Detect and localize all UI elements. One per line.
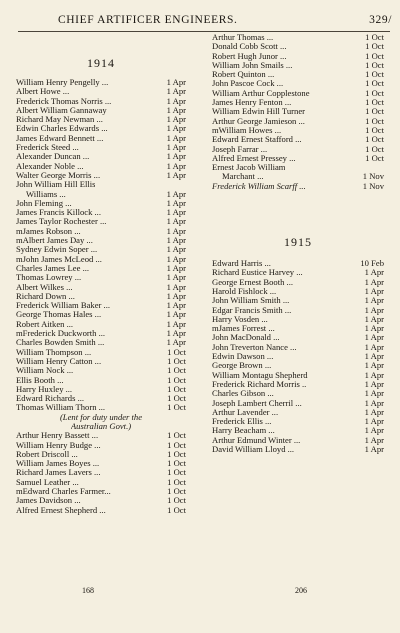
entry-name: Sydney Edwin Soper ... (16, 245, 98, 255)
list-entry (16, 468, 186, 477)
entry-name: Frederick Ellis ... (212, 417, 272, 427)
entry-name: Williams ... (26, 189, 66, 199)
entry-name: Alfred Ernest Pressey ... (212, 153, 296, 163)
list-entry (212, 163, 384, 172)
list-entry (16, 348, 186, 357)
list-entry (212, 324, 384, 333)
entry-date: 1 Oct (167, 383, 186, 394)
list-entry (16, 301, 186, 310)
entry-date: 1 Oct (365, 69, 384, 80)
list-entry (212, 389, 384, 398)
entry-date: 1 Oct (167, 430, 186, 441)
entry-name: Robert Driscoll ... (16, 449, 78, 459)
entry-date: 1 Apr (364, 425, 384, 436)
entry-date: 1 Apr (364, 304, 384, 315)
entry-name: Frederick Richard Morris .. (212, 379, 307, 389)
list-entry (16, 403, 186, 412)
entry-name: John Pascoe Cock ... (212, 79, 284, 89)
year-heading-1914: 1914 (87, 56, 115, 70)
header-title: CHIEF ARTIFICER ENGINEERS. (58, 14, 238, 26)
entry-date: 1 Oct (167, 458, 186, 469)
list-entry (16, 422, 186, 431)
list-entry (16, 320, 186, 329)
entry-date: 1 Apr (166, 318, 186, 329)
entry-name: Charles James Lee ... (16, 263, 90, 273)
entry-name: John William Hill Ellis (16, 180, 96, 190)
entry-name: John William Smith ... (212, 296, 290, 306)
entry-date: 1 Apr (364, 341, 384, 352)
entry-date: 1 Apr (364, 267, 384, 278)
list-entry (16, 236, 186, 245)
entry-name: Richard May Newman ... (16, 115, 103, 125)
entry-name: Frederick William Baker ... (16, 301, 110, 311)
entry-date: 1 Oct (365, 41, 384, 52)
entry-name: Ellis Booth ... (16, 375, 64, 385)
entry-date: 1 Oct (365, 134, 384, 145)
entry-name: William Arthur Copplestone (212, 88, 310, 98)
entry-name: William Henry Pengelly ... (16, 78, 109, 87)
list-entry (16, 496, 186, 505)
list-entry (16, 273, 186, 282)
entry-date: 1 Apr (364, 313, 384, 324)
list-entry (212, 61, 384, 70)
list-entry (16, 431, 186, 440)
entry-name: mJames Robson ... (16, 226, 81, 236)
entry-date: 1 Apr (364, 416, 384, 427)
entry-date: 1 Nov (362, 180, 384, 191)
entry-date: 1 Apr (364, 295, 384, 306)
entry-name: Ernest Jacob William (212, 163, 286, 173)
entry-name: James Davidson ... (16, 496, 81, 506)
entry-date: 1 Oct (365, 59, 384, 70)
list-entry (16, 143, 186, 152)
entry-date: 1 Oct (365, 97, 384, 108)
list-entry (16, 134, 186, 143)
entry-date: 1 Nov (362, 171, 384, 182)
list-entry (212, 315, 384, 324)
list-entry (212, 259, 384, 268)
list-entry (16, 310, 186, 319)
list-entry (212, 436, 384, 445)
list-entry (16, 487, 186, 496)
entry-date: 1 Apr (364, 397, 384, 408)
list-entry (212, 33, 384, 42)
entry-name: Alexander Duncan ... (16, 152, 90, 162)
entry-date: 1 Apr (166, 114, 186, 125)
entry-name: Robert Hugh Junor ... (212, 51, 287, 61)
entry-date: 1 Oct (167, 365, 186, 376)
list-entry (212, 296, 384, 305)
entry-name: mWilliam Howes ... (212, 125, 282, 135)
list-entry (16, 413, 186, 422)
entry-name: Richard Eustice Harvey ... (212, 268, 303, 278)
footer-number-right: 206 (295, 586, 307, 595)
entry-name: David William Lloyd ... (212, 444, 295, 454)
list-entry (16, 441, 186, 450)
entry-name: mFrederick Duckworth ... (16, 329, 106, 339)
list-entry (16, 162, 186, 171)
list-entry (16, 115, 186, 124)
entry-name: Albert Howe ... (16, 87, 70, 97)
entry-date: 1 Oct (167, 355, 186, 366)
list-entry (212, 371, 384, 380)
entry-name: mJohn James McLeod ... (16, 254, 102, 264)
entry-name: Alexander Noble ... (16, 161, 84, 171)
entry-date: 1 Oct (365, 106, 384, 117)
entry-date: 1 Apr (166, 244, 186, 255)
entry-date: 1 Apr (166, 160, 186, 171)
list-entry (16, 255, 186, 264)
entry-date: 1 Apr (364, 434, 384, 445)
entry-date: 1 Oct (167, 374, 186, 385)
entry-name: Samuel Leather ... (16, 477, 79, 487)
entry-date: 1 Apr (166, 104, 186, 115)
entry-name: Australian Govt.) (70, 421, 132, 431)
entry-date: 1 Oct (167, 504, 186, 515)
entry-name: George Thomas Hales ... (16, 310, 102, 320)
entry-date: 1 Oct (365, 143, 384, 154)
entry-date: 1 Apr (166, 281, 186, 292)
entry-date: 1 Apr (166, 290, 186, 301)
list-entry (212, 107, 384, 116)
entry-date: 1 Oct (365, 87, 384, 98)
entry-name: mJames Forrest ... (212, 324, 275, 334)
list-entry (16, 180, 186, 189)
entry-date: 1 Apr (166, 235, 186, 246)
entry-date: 1 Apr (166, 272, 186, 283)
entry-date: 1 Apr (166, 95, 186, 106)
entry-name: Harold Fishlock ... (212, 286, 277, 296)
entry-name: Harry Beacham ... (212, 426, 275, 436)
entry-name: John Treverton Nance ... (212, 342, 297, 352)
entry-date: 1 Apr (166, 300, 186, 311)
entry-date: 1 Apr (166, 142, 186, 153)
entry-date: 1 Oct (167, 495, 186, 506)
entry-name: George Ernest Booth ... (212, 277, 293, 287)
entry-name: Arthur Henry Bassett ... (16, 431, 99, 441)
list-entry (16, 78, 186, 87)
entry-name: James Taylor Rochester ... (16, 217, 107, 227)
list-entry (16, 199, 186, 208)
entry-date: 1 Apr (166, 197, 186, 208)
list-entry (16, 478, 186, 487)
entry-name: Thomas William Thorn ... (16, 403, 106, 413)
entry-name: Edward Richards ... (16, 394, 85, 404)
entry-name: James Edward Bennett ... (16, 133, 104, 143)
entry-name: Albert Wilkes ... (16, 282, 73, 292)
list-entry (212, 417, 384, 426)
entry-date: 1 Oct (365, 78, 384, 89)
entry-date: 1 Oct (167, 467, 186, 478)
list-entry (16, 292, 186, 301)
list-entry (212, 343, 384, 352)
entry-name: William Montagu Shepherd (212, 370, 308, 380)
list-entry (16, 366, 186, 375)
header-page-number: 329/ (369, 14, 392, 26)
list-entry (16, 97, 186, 106)
entry-name: William Edwin Hill Turner (212, 107, 305, 117)
entry-date: 1 Apr (166, 151, 186, 162)
entry-date: 1 Apr (364, 360, 384, 371)
entry-name: William John Smails ... (212, 60, 293, 70)
entry-name: Harry Huxley ... (16, 384, 73, 394)
list-entry (212, 278, 384, 287)
list-entry (212, 79, 384, 88)
entry-name: Richard Down ... (16, 291, 75, 301)
right-column (212, 33, 384, 454)
entry-name: Thomas Lowrey ... (16, 273, 82, 283)
entry-date: 1 Apr (166, 337, 186, 348)
entry-name: Frederick Steed ... (16, 143, 79, 153)
entry-date: 1 Apr (166, 77, 186, 87)
entry-date: 1 Apr (166, 328, 186, 339)
entry-date: 1 Apr (166, 262, 186, 273)
entry-date: 1 Oct (365, 50, 384, 61)
entry-name: John MacDonald ... (212, 333, 280, 343)
left-list (16, 78, 186, 515)
entry-name: George Brown ... (212, 361, 272, 371)
entry-name: Arthur Lavender ... (212, 407, 279, 417)
running-header (58, 14, 392, 26)
entry-name: mAlbert James Day ... (16, 236, 93, 246)
entry-date: 1 Apr (166, 225, 186, 236)
entry-name: Walter George Morris ... (16, 170, 101, 180)
entry-date: 10 Feb (360, 258, 384, 269)
entry-date: 1 Apr (166, 132, 186, 143)
list-entry (16, 357, 186, 366)
list-entry (212, 361, 384, 370)
list-entry (212, 268, 384, 277)
list-entry (212, 126, 384, 135)
list-entry (212, 154, 384, 163)
entry-date: 1 Apr (364, 388, 384, 399)
entry-name: Edward Harris ... (212, 259, 271, 269)
entry-date: 1 Apr (166, 86, 186, 97)
entry-name: Arthur Thomas ... (212, 33, 274, 42)
entry-name: Edward Ernest Stafford ... (212, 135, 302, 145)
entry-name: Frederick William Scarff ... (212, 181, 306, 191)
entry-name: Alfred Ernest Shepherd ... (16, 505, 106, 515)
entry-name: Charles Gibson ... (212, 389, 274, 399)
list-entry (212, 98, 384, 107)
entry-name: Edwin Dawson ... (212, 352, 274, 362)
entry-name: Arthur Edmund Winter ... (212, 435, 301, 445)
list-entry (212, 182, 384, 191)
entry-name: William Henry Catton ... (16, 356, 102, 366)
list-entry (16, 152, 186, 161)
list-entry (16, 106, 186, 115)
entry-date: 1 Apr (364, 351, 384, 362)
entry-date: 1 Oct (365, 124, 384, 135)
entry-name: Marchant ... (222, 172, 264, 182)
list-entry (16, 450, 186, 459)
list-entry (212, 399, 384, 408)
entry-date: 1 Oct (167, 346, 186, 357)
entry-name: (Lent for duty under the (59, 412, 143, 422)
entry-date: 1 Apr (364, 285, 384, 296)
entry-name: Edwin Charles Edwards ... (16, 124, 108, 134)
entry-date: 1 Oct (365, 152, 384, 163)
entry-name: mEdward Charles Farmer... (16, 487, 111, 497)
entry-date: 1 Apr (364, 369, 384, 380)
list-entry (16, 394, 186, 403)
entry-date: 1 Oct (365, 115, 384, 126)
entry-date: 1 Apr (166, 123, 186, 134)
list-entry (16, 338, 186, 347)
header-rule (18, 31, 390, 32)
list-entry (16, 171, 186, 180)
list-entry (16, 208, 186, 217)
entry-name: Albert William Gannaway (16, 105, 107, 115)
entry-name: Arthur George Jamieson ... (212, 116, 305, 126)
entry-name: William Henry Budge ... (16, 440, 101, 450)
list-entry (212, 352, 384, 361)
list-entry (212, 172, 384, 181)
list-entry (212, 52, 384, 61)
list-entry (212, 287, 384, 296)
footer-number-left: 168 (82, 586, 94, 595)
entry-name: Joseph Lambert Cherril ... (212, 398, 302, 408)
list-entry (16, 376, 186, 385)
list-entry (16, 245, 186, 254)
entry-name: William Nock ... (16, 366, 74, 376)
entry-name: Robert Quinton ... (212, 70, 275, 80)
entry-name: John Fleming ... (16, 198, 72, 208)
entry-name: Charles Bowden Smith ... (16, 338, 105, 348)
list-entry (212, 145, 384, 154)
entry-date: 1 Apr (364, 406, 384, 417)
entry-name: James Henry Fenton ... (212, 98, 292, 108)
entry-name: Richard James Lavers ... (16, 468, 101, 478)
entry-name: Frederick Thomas Norris ... (16, 96, 112, 106)
list-entry (212, 42, 384, 51)
entry-name: William Thompson ... (16, 347, 92, 357)
left-column (16, 56, 186, 515)
entry-date: 1 Apr (166, 309, 186, 320)
entry-date: 1 Oct (167, 393, 186, 404)
entry-name: Donald Cobb Scott ... (212, 42, 287, 52)
right-list-bottom (212, 259, 384, 454)
entry-date: 1 Apr (166, 216, 186, 227)
list-entry (16, 190, 186, 199)
list-entry (16, 87, 186, 96)
entry-date: 1 Apr (166, 169, 186, 180)
entry-date: 1 Oct (167, 402, 186, 413)
entry-date: 1 Apr (364, 323, 384, 334)
list-entry (212, 445, 384, 454)
entry-date: 1 Apr (166, 188, 186, 199)
entry-date: 1 Oct (365, 32, 384, 42)
entry-date: 1 Apr (364, 332, 384, 343)
entry-date: 1 Apr (166, 207, 186, 218)
entry-date: 1 Apr (364, 276, 384, 287)
entry-date: 1 Apr (166, 253, 186, 264)
list-entry (212, 380, 384, 389)
entry-date: 1 Oct (167, 439, 186, 450)
list-entry (212, 89, 384, 98)
entry-date: 1 Oct (167, 476, 186, 487)
list-entry (16, 264, 186, 273)
list-entry (212, 135, 384, 144)
list-entry (212, 70, 384, 79)
list-entry (16, 385, 186, 394)
year-heading-1915: 1915 (284, 235, 312, 250)
entry-name: William James Boyes ... (16, 459, 100, 469)
entry-name: Joseph Farrar ... (212, 144, 268, 154)
list-entry (212, 306, 384, 315)
list-entry (16, 329, 186, 338)
list-entry (16, 217, 186, 226)
list-entry (212, 117, 384, 126)
entry-date: 1 Oct (167, 486, 186, 497)
list-entry (16, 506, 186, 515)
list-entry (212, 408, 384, 417)
entry-date: 1 Apr (364, 378, 384, 389)
entry-date: 1 Oct (167, 448, 186, 459)
entry-date: 1 Apr (364, 443, 384, 454)
list-entry (212, 333, 384, 342)
entry-name: James Francis Killock ... (16, 208, 101, 218)
list-entry (16, 283, 186, 292)
entry-name: Edgar Francis Smith ... (212, 305, 292, 315)
list-entry (16, 459, 186, 468)
list-entry (16, 227, 186, 236)
entry-name: Harry Vosden ... (212, 314, 268, 324)
list-entry (212, 426, 384, 435)
right-list-top (212, 33, 384, 191)
entry-name: Robert Aitken ... (16, 319, 74, 329)
list-entry (16, 124, 186, 133)
